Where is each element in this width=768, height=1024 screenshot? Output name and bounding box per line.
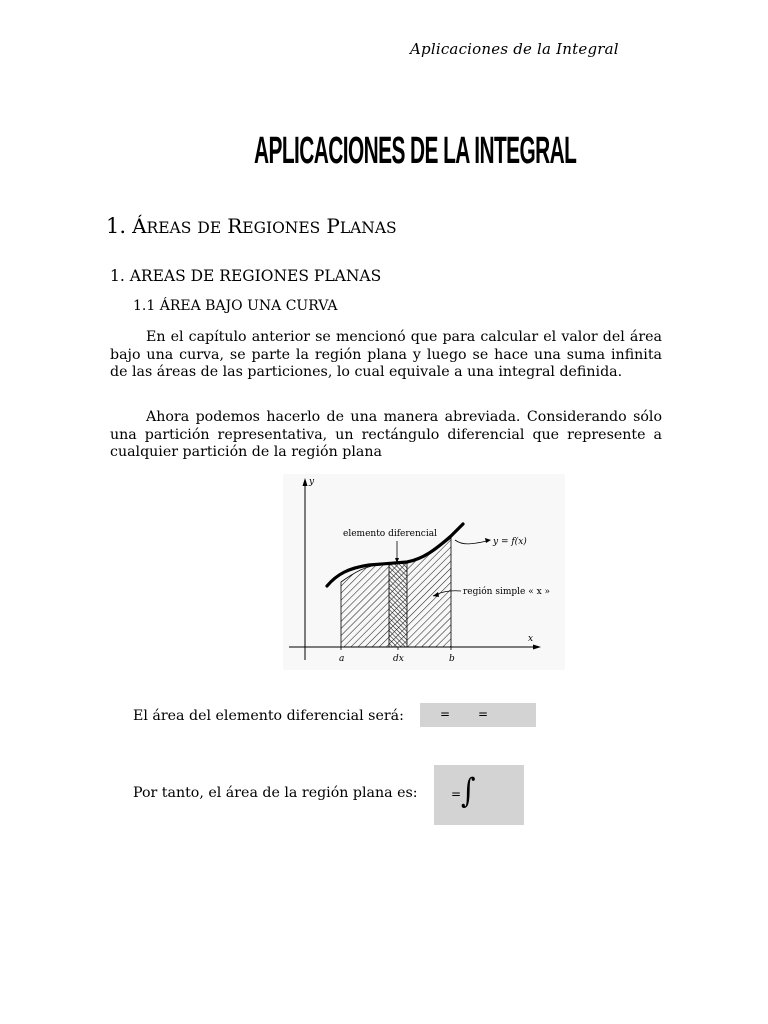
area-element-formula-box [420,703,536,727]
area-under-curve-figure [283,474,565,670]
chapter-word-planas: PLANAS [326,214,397,238]
x-axis-label: x [528,634,534,644]
equals-sign-1: = [440,707,451,721]
area-element-text: El área del elemento diferencial será: [133,708,404,724]
chapter-word-de: DE [197,219,222,237]
paragraph-intro: En el capítulo anterior se mencionó que para calcular el valor del área bajo una curva, se parte la región plana y luego se hace una suma infinita de las áreas de las particiones, lo cual equivale a una integral definida. [110,329,662,381]
paragraph-partition: Ahora podemos hacerlo de una manera abreviada. Considerando sólo una partición representativa, un rectángulo diferencial que represente a cualquier partición de la región plana [110,409,662,461]
chapter-title [106,214,397,238]
tick-label-a: a [339,654,345,664]
area-region-text: Por tanto, el área de la región plana es: [133,785,418,801]
equals-sign-2: = [478,707,489,721]
element-label: elemento diferencial [343,529,437,539]
section-heading: 1. AREAS DE REGIONES PLANAS [110,267,382,285]
chapter-word-regiones: REGIONES [227,214,321,238]
running-header: Aplicaciones de la Integral [410,40,619,58]
tick-label-dx: dx [393,654,404,664]
area-region-formula-box [434,765,524,825]
equals-sign-3: = [451,787,462,801]
integral-symbol: ∫ [461,770,476,811]
banner-title: APLICACIONES DE LA INTEGRAL [254,128,577,172]
tick-label-b: b [449,654,455,664]
chapter-word-areas: ÁREAS [132,214,192,238]
function-label: y = f(x) [493,537,527,547]
differential-rectangle [389,563,407,647]
area-figure-svg [283,474,565,670]
chapter-number: 1. [106,214,127,238]
y-axis-label: y [309,477,315,487]
subsection-heading: 1.1 ÁREA BAJO UNA CURVA [133,298,338,314]
region-label: región simple « x » [463,587,551,597]
